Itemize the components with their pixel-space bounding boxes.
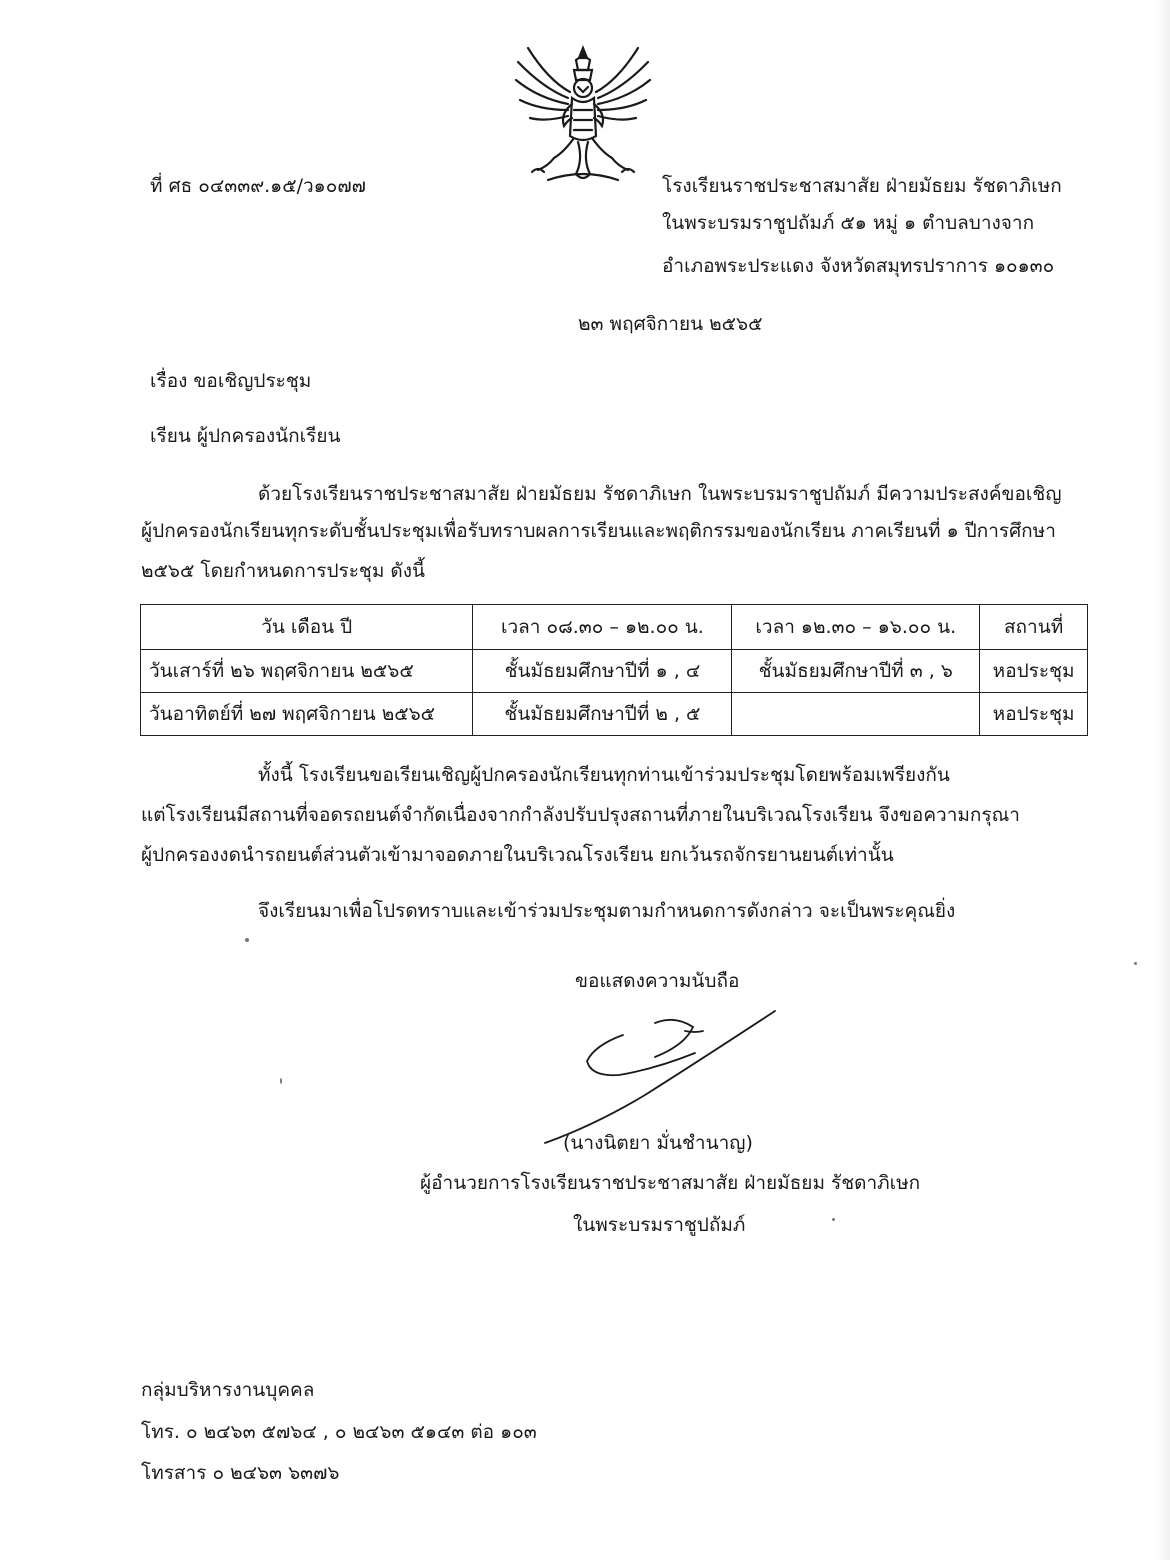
table-cell: ชั้นมัธยมศึกษาปีที่ ๓ , ๖ (732, 650, 980, 693)
letter-recipient: เรียน ผู้ปกครองนักเรียน (150, 425, 341, 447)
page-edge-shadow (1156, 0, 1170, 1560)
paragraph-2-line-3: ผู้ปกครองงดนำรถยนต์ส่วนตัวเข้ามาจอดภายในบริเวณโรงเรียน ยกเว้นรถจักรยานยนต์เท่านั้น (141, 844, 894, 866)
letter-date: ๒๓ พฤศจิกายน ๒๕๖๕ (578, 313, 763, 335)
scan-speck (832, 1218, 835, 1221)
table-header-cell: วัน เดือน ปี (141, 605, 473, 650)
table-header-cell: เวลา ๐๘.๓๐ – ๑๒.๐๐ น. (473, 605, 732, 650)
footer-telephone: โทร. ๐ ๒๔๖๓ ๕๗๖๔ , ๐ ๒๔๖๓ ๕๑๔๓ ต่อ ๑๐๓ (141, 1421, 537, 1443)
table-header-cell: เวลา ๑๒.๓๐ – ๑๖.๐๐ น. (732, 605, 980, 650)
footer-fax: โทรสาร ๐ ๒๔๖๓ ๖๓๗๖ (141, 1462, 340, 1484)
table-cell: วันเสาร์ที่ ๒๖ พฤศจิกายน ๒๕๖๕ (141, 650, 473, 693)
footer-department: กลุ่มบริหารงานบุคคล (141, 1379, 315, 1401)
signatory-position-line-1: ผู้อำนวยการโรงเรียนราชประชาสมาสัย ฝ่ายมัธยม รัชดาภิเษก (420, 1172, 921, 1194)
scan-speck (1134, 962, 1137, 965)
signatory-position-line-2: ในพระบรมราชูปถัมภ์ (573, 1214, 746, 1236)
table-header-cell: สถานที่ (980, 605, 1088, 650)
paragraph-1-line-1: ด้วยโรงเรียนราชประชาสมาสัย ฝ่ายมัธยม รัชดาภิเษก ในพระบรมราชูปถัมภ์ มีความประสงค์ขอเชิญ (258, 483, 1062, 505)
garuda-emblem-icon (508, 40, 658, 190)
table-cell: วันอาทิตย์ที่ ๒๗ พฤศจิกายน ๒๕๖๕ (141, 693, 473, 736)
meeting-schedule-table (140, 604, 1088, 736)
paragraph-3: จึงเรียนมาเพื่อโปรดทราบและเข้าร่วมประชุมตามกำหนดการดังกล่าว จะเป็นพระคุณยิ่ง (258, 900, 956, 922)
paragraph-2-line-1: ทั้งนี้ โรงเรียนขอเรียนเชิญผู้ปกครองนักเรียนทุกท่านเข้าร่วมประชุมโดยพร้อมเพรียงกัน (258, 764, 950, 786)
school-address-line-3: อำเภอพระประแดง จังหวัดสมุทรปราการ ๑๐๑๓๐ (662, 255, 1055, 277)
table-header-row (141, 605, 1088, 650)
reference-number: ที่ ศธ ๐๔๓๓๙.๑๕/ว๑๐๗๗ (150, 175, 366, 197)
paragraph-2-line-2: แต่โรงเรียนมีสถานที่จอดรถยนต์จำกัดเนื่องจากกำลังปรับปรุงสถานที่ภายในบริเวณโรงเรียน จึงขอความกรุณา (141, 804, 1020, 826)
scan-speck (280, 1078, 282, 1084)
paragraph-1-line-3: ๒๕๖๕ โดยกำหนดการประชุม ดังนี้ (141, 560, 425, 582)
table-cell (732, 693, 980, 736)
handwritten-signature (535, 1005, 785, 1145)
table-row (141, 693, 1088, 736)
school-address-line-1: โรงเรียนราชประชาสมาสัย ฝ่ายมัธยม รัชดาภิเษก (662, 175, 1062, 197)
table-cell: ชั้นมัธยมศึกษาปีที่ ๑ , ๔ (473, 650, 732, 693)
signatory-name: (นางนิตยา มั่นชำนาญ) (563, 1132, 753, 1154)
table-row (141, 650, 1088, 693)
table-cell: หอประชุม (980, 650, 1088, 693)
closing-salutation: ขอแสดงความนับถือ (575, 970, 740, 992)
school-address-line-2: ในพระบรมราชูปถัมภ์ ๕๑ หมู่ ๑ ตำบลบางจาก (662, 212, 1035, 234)
table-cell: ชั้นมัธยมศึกษาปีที่ ๒ , ๕ (473, 693, 732, 736)
scan-speck (245, 938, 249, 942)
paragraph-1-line-2: ผู้ปกครองนักเรียนทุกระดับชั้นประชุมเพื่อรับทราบผลการเรียนและพฤติกรรมของนักเรียน ภาคเรียนที่ ๑ ปีการศึกษา (141, 520, 1056, 542)
table-cell: หอประชุม (980, 693, 1088, 736)
letter-subject: เรื่อง ขอเชิญประชุม (150, 370, 312, 392)
